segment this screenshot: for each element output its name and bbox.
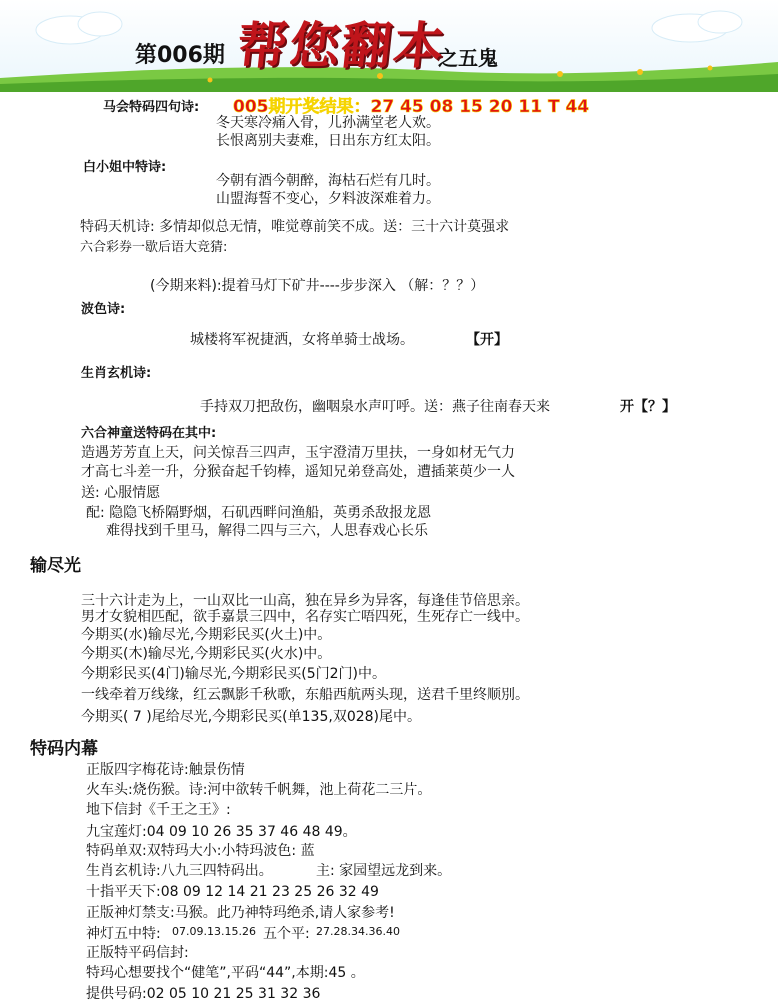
- meihua-poem: 正版四字梅花诗:触景伤情: [86, 762, 245, 778]
- shengxiao-label: 生肖玄机诗:: [81, 366, 152, 381]
- xinfeng: 地下信封《千王之王》:: [86, 802, 231, 818]
- bose-label: 波色诗:: [81, 302, 126, 317]
- shendeng-label: 神灯五中特:: [86, 926, 161, 942]
- pingma-numbers: 27.28.34.36.40: [316, 925, 400, 938]
- shengxiao-line: 手持双刀把敌伤，幽咽泉水声叮呼。送：燕子往南春天来: [200, 399, 550, 415]
- shujinguang-line: 一线牵着万线缘，红云飘影千秋歌，东船西航两头现，送君千里终顺別。: [81, 687, 529, 703]
- shenlong-label: 六合神童送特码在其中:: [81, 426, 217, 441]
- pingxin: 正版特平码信封:: [86, 945, 189, 961]
- issue-number: 第006期: [135, 43, 225, 68]
- shujinguang-line: 今期买(水)输尽光,今期彩民买(火土)中。: [81, 627, 332, 643]
- poem1-line: 冬天寒冷痛入骨，儿孙满堂老人欢。: [216, 115, 440, 131]
- poem1-line: 长恨离别夫妻难，日出东方红太阳。: [216, 133, 440, 149]
- shujinguang-line: 今期买( 7 )尾给尽光,今期彩民买(单135,双028)尾中。: [81, 709, 421, 725]
- brand-subtitle: 之五鬼: [438, 46, 498, 70]
- shenlong-line: 才高七斗差一升，分猴奋起千钧棒，遥知兄弟登高处，遭插莱萸少一人: [81, 464, 515, 480]
- huochetou: 火车头:烧伤猴。诗:河中欲转千帆舞，池上荷花二三片。: [86, 782, 432, 798]
- xiehouyu-line: (今期来料):提着马灯下矿井----步步深入 （解：？？）: [150, 278, 485, 294]
- section-title: 输尽光: [30, 556, 81, 576]
- bose-tag: 【开】: [466, 332, 508, 348]
- poem2-line: 今朝有酒今朝醉，海枯石烂有几时。: [216, 173, 440, 189]
- tigong-numbers: 提供号码:02 05 10 21 25 31 32 36: [86, 986, 321, 1002]
- lianhua-numbers: 九宝莲灯:04 09 10 26 35 37 46 48 49。: [86, 824, 357, 840]
- xiehouyu-title: 六合彩券一歇后语大竞猜:: [80, 240, 228, 255]
- draw-result: 005期开奖结果：27 45 08 15 20 11 T 44: [233, 97, 590, 117]
- xuanji-b: 主: 家园望远龙到来。: [316, 863, 452, 879]
- shengxiao-tag: 开【？】: [620, 399, 676, 415]
- shujinguang-line: 今期买(木)输尽光,今期彩民买(火水)中。: [81, 646, 332, 662]
- poem2-label: 白小姐中特诗:: [83, 160, 167, 175]
- tianji-poem: 特码天机诗: 多情却似总无情，唯觉尊前笑不成。送：三十六计莫强求: [80, 219, 510, 235]
- shendeng-numbers: 07.09.13.15.26: [172, 925, 256, 938]
- shenlong-send: 送: 心服情愿: [81, 485, 161, 501]
- shendeng-jinzhi: 正版神灯禁支:马猴。此乃神特玛绝杀,请人家参考!: [86, 905, 395, 921]
- shujinguang-line: 三十六计走为上，一山双比一山高，独在异乡为异客，每逢佳节倍思亲。: [81, 593, 529, 609]
- jianbi: 特玛心想要找个“健笔”,平码“44”,本期:45 。: [86, 965, 365, 981]
- header-banner: [0, 0, 778, 92]
- brand-logo: 帮您翻本: [234, 16, 449, 75]
- pingma-label: 五个平:: [263, 926, 310, 942]
- section-title: 特码内幕: [30, 739, 98, 759]
- shenlong-pair: 配: 隐隐飞桥隔野烟，石矶西畔问渔船，英勇杀敌报龙恩: [86, 505, 432, 521]
- shujinguang-line: 男才女貌相匹配，欲手嘉景三四中，名存实亡唔四死，生死存亡一线中。: [81, 609, 529, 625]
- bose-line: 城楼将军祝捷洒，女将单骑士战场。: [190, 332, 414, 348]
- shenlong-line: 造遇芳芳直上天，问关惊吾三四声，玉宇澄清万里扶，一身如材无气力: [81, 445, 515, 461]
- xuanji-a: 生肖玄机诗:八九三四特码出。: [86, 863, 273, 879]
- danshuang: 特码单双:双特玛大小:小特玛波色: 蓝: [86, 843, 315, 859]
- poem2-line: 山盟海誓不变心，夕料波深难着力。: [216, 191, 440, 207]
- shujinguang-line: 今期彩民买(4门)输尽光,今期彩民买(5门2门)中。: [81, 666, 387, 682]
- shizhi-numbers: 十指平天下:08 09 12 14 21 23 25 26 32 49: [86, 884, 379, 900]
- shenlong-pair: 难得找到千里马，解得二四与三六，人思春戏心长乐: [106, 523, 428, 539]
- poem1-label: 马会特码四句诗:: [103, 100, 200, 115]
